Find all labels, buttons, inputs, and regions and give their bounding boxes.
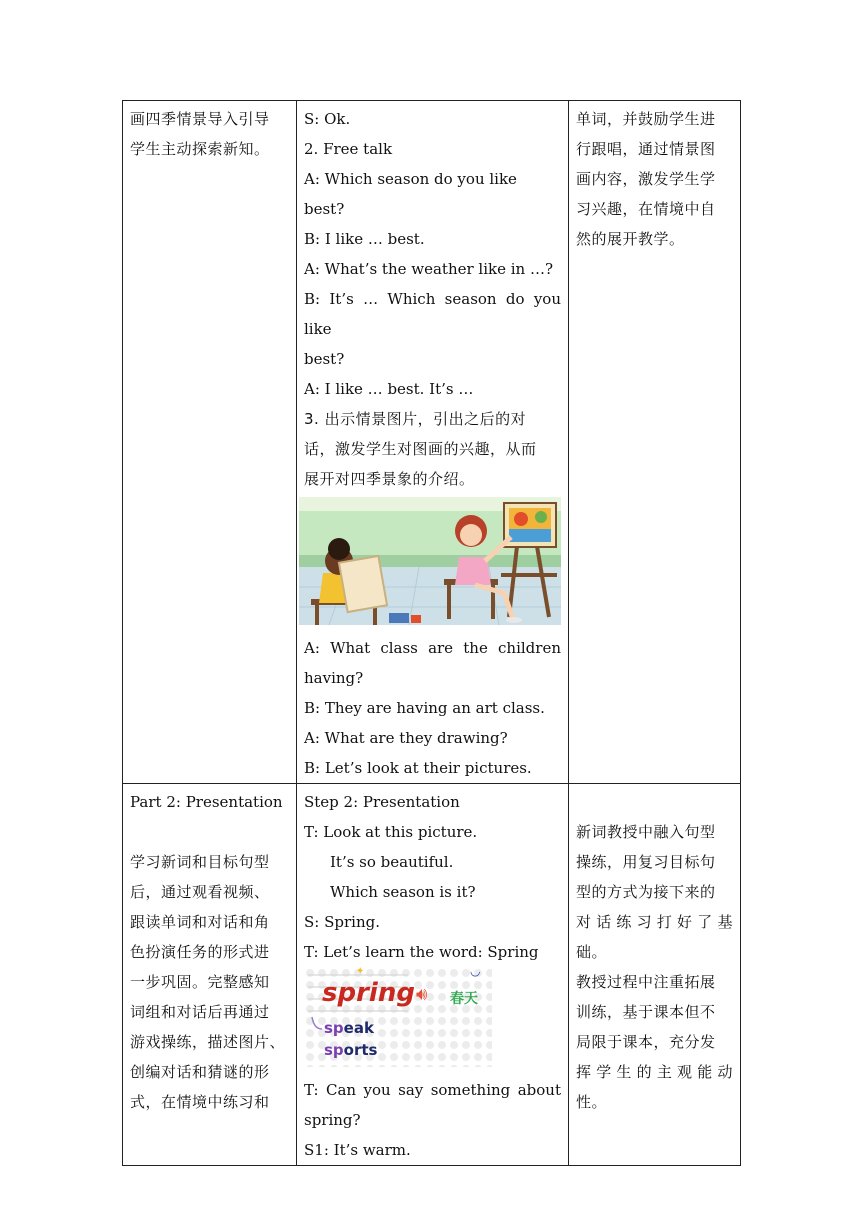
dialogue-line: A: What’s the weather like in …? — [304, 260, 554, 278]
spacer — [130, 817, 289, 847]
dialogue-line: A: What are they drawing? — [304, 729, 508, 747]
text-line: 挥学生的主观能动 — [576, 1063, 733, 1081]
design-rationale-cell — [569, 101, 741, 784]
art-class-illustration — [299, 497, 561, 625]
dialogue-line: S1: It’s warm. — [304, 1141, 411, 1159]
speaker-icon: 🔊︎ — [416, 984, 428, 1005]
text-line: 对话练习打好了基 — [576, 913, 733, 931]
text-line: 画内容，激发学生学 — [576, 170, 716, 188]
text-line: 词组和对话后再通过 — [130, 1003, 270, 1021]
design-intent-cell — [123, 784, 297, 1166]
dialogue-line: S: Spring. — [304, 913, 380, 931]
lesson-plan-table — [122, 100, 741, 1166]
word-spring: spring — [322, 978, 415, 1008]
dialogue-line: 展开对四季景象的介绍。 — [304, 470, 475, 488]
step-title: Step 2: Presentation — [304, 793, 460, 811]
text-line: 学生主动探索新知。 — [130, 140, 270, 158]
teaching-process-cell — [297, 784, 569, 1166]
text-line: 单词，并鼓励学生进 — [576, 110, 716, 128]
text-line: 跟读单词和对话和角 — [130, 913, 270, 931]
dialogue-line: spring? — [304, 1111, 361, 1129]
dialogue-line: T: Can you say something about — [304, 1081, 561, 1099]
dialogue-line: B: It’s … Which season do you like — [304, 290, 561, 338]
svg-text:◡: ◡ — [470, 967, 481, 978]
text-line: 游戏操练，描述图片、 — [130, 1033, 286, 1051]
text-line: 教授过程中注重拓展 — [576, 973, 716, 991]
dialogue-line: A: I like … best. It’s … — [304, 380, 474, 398]
dialogue-line: 2. Free talk — [304, 140, 393, 158]
dialogue-line: A: Which season do you like best? — [304, 170, 517, 218]
text-line: 础。 — [576, 943, 608, 961]
spring-word-card — [304, 967, 492, 1067]
text-line: 一步巩固。完整感知 — [130, 973, 270, 991]
dialogue-line: S: Ok. — [304, 110, 351, 128]
design-rationale-cell — [569, 784, 741, 1166]
highlight-prefix: sp — [324, 1019, 344, 1037]
dialogue-line: T: Look at this picture. — [304, 823, 478, 841]
svg-text:✦: ✦ — [356, 967, 365, 977]
highlight-prefix: sp — [324, 1041, 344, 1059]
text-line: 后，通过观看视频、 — [130, 883, 270, 901]
text-line: 式，在情境中练习和 — [130, 1093, 270, 1111]
teaching-process-cell — [297, 101, 569, 784]
dialogue-line: having? — [304, 669, 364, 687]
related-word-sports: sports — [324, 1041, 378, 1059]
text-line: 局限于课本，充分发 — [576, 1033, 716, 1051]
dialogue-line: Which season is it? — [330, 883, 476, 901]
related-word-speak: speak — [324, 1019, 374, 1037]
dialogue-line: 话，激发学生对图画的兴趣，从而 — [304, 440, 537, 458]
text-line: 画四季情景导入引导 — [130, 110, 270, 128]
text-line: 新词教授中融入句型 — [576, 823, 716, 841]
text-line: 创编对话和猜谜的形 — [130, 1063, 270, 1081]
table-row — [123, 784, 741, 1166]
spacer — [576, 787, 733, 817]
text-line: 行跟唱，通过情景图 — [576, 140, 716, 158]
dialogue-line: 3. 出示情景图片，引出之后的对 — [304, 410, 527, 428]
dialogue-line: T: Let’s learn the word: Spring — [304, 943, 539, 961]
text-line: 性。 — [576, 1093, 608, 1111]
text-line: 训练，基于课本但不 — [576, 1003, 716, 1021]
text-line: 然的展开教学。 — [576, 230, 685, 248]
text-line: 色扮演任务的形式进 — [130, 943, 270, 961]
dialogue-line: A: What class are the children — [304, 639, 561, 657]
word-translation: 春天 — [450, 991, 478, 1007]
table-row — [123, 101, 741, 784]
part-title: Part 2: Presentation — [130, 793, 283, 811]
text-line: 型的方式为接下来的 — [576, 883, 716, 901]
text-line: 习兴趣，在情境中自 — [576, 200, 716, 218]
dialogue-line: B: Let’s look at their pictures. — [304, 759, 532, 777]
dialogue-line: B: They are having an art class. — [304, 699, 545, 717]
dialogue-line: B: I like … best. — [304, 230, 425, 248]
text-line: 学习新词和目标句型 — [130, 853, 270, 871]
dialogue-line: It’s so beautiful. — [330, 853, 454, 871]
design-intent-cell — [123, 101, 297, 784]
dialogue-line: best? — [304, 350, 345, 368]
text-line: 操练，用复习目标句 — [576, 853, 716, 871]
